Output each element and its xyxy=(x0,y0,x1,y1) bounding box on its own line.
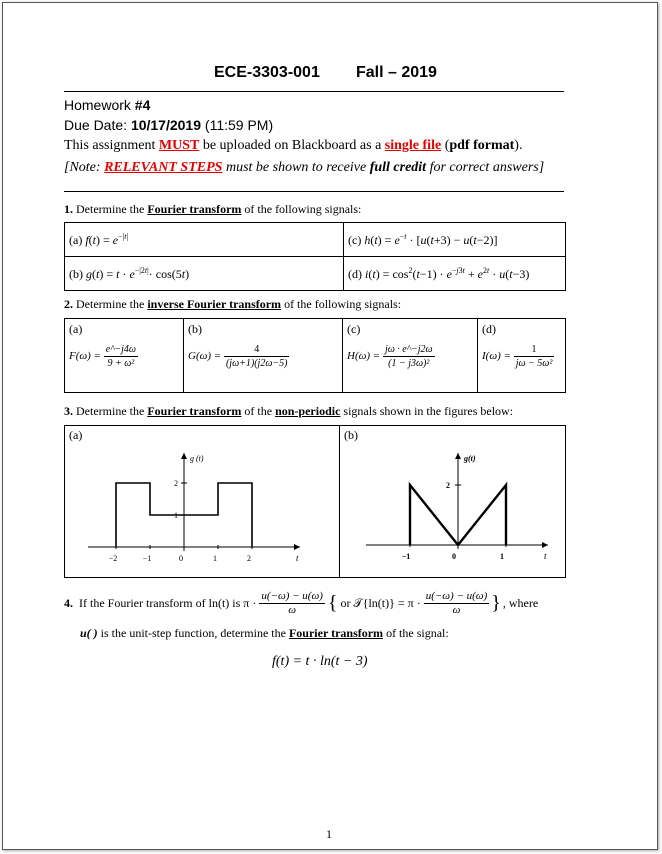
q1-item-a: (a) $f(t) = e^{-|t|}$ xyxy=(65,223,344,257)
homework-title: Homework #4 xyxy=(64,97,151,113)
page-number: 1 xyxy=(326,827,332,841)
q2-item-b: (b) G(ω) = $\frac{4}{(j\omega+1)(j2\omega-5)}$ xyxy=(184,319,343,393)
y-axis-label: g(t) xyxy=(464,454,476,463)
x-tick-label: 0 xyxy=(179,554,183,563)
q1-item-d: (d) $i(t) = \cos^2(t-1) \cdot e^{-j3t} + e^{2t} \cdot u(t-3)$ xyxy=(344,257,566,291)
q3-fig-a-cell: (a) xyxy=(65,426,340,578)
y-axis-label: g (t) xyxy=(190,454,204,463)
term: Fall – 2019 xyxy=(356,64,437,81)
q2-item-c: (c) H(ω) = $\frac{j\omega \cdot e\^{}-j2\omega}{\text{(1 − j3ω)²}}$ xyxy=(343,319,478,393)
x-tick-label: −1 xyxy=(401,552,411,561)
y-tick-label: 2 xyxy=(446,481,450,490)
steps-note: [Note: RELEVANT STEPS must be shown to receive full credit for correct answers] xyxy=(64,160,545,175)
q2-item-d: (d) I(ω) = $\frac{1}{\text{jω − 5ω²}}$ xyxy=(478,319,566,393)
q1-item-c: (c) $h(t) = e^{-t} \cdot [u(t+3) - u(t-2)]$ xyxy=(344,223,566,257)
q2-table xyxy=(64,318,566,393)
x-axis-arrow xyxy=(294,544,300,550)
q4-line2: u( ) is the unit-step function, determine the Fourier transform of the signal: xyxy=(80,626,449,640)
q2-prompt: 2. Determine the inverse Fourier transform of the following signals: xyxy=(64,297,402,311)
y-axis-arrow xyxy=(455,453,461,459)
course-code: ECE-3303-001 xyxy=(214,64,320,81)
x-tick-label: 1 xyxy=(500,552,504,561)
q4-signal: f(t) = t · ln(t − 3) xyxy=(272,654,368,669)
x-tick-label: −1 xyxy=(142,554,152,563)
x-tick-label: 0 xyxy=(452,552,456,561)
q1-prompt: 1. Determine the Fourier transform of the following signals: xyxy=(64,202,362,216)
figure-a xyxy=(66,445,328,575)
q1-table xyxy=(64,222,566,291)
x-tick-label: −2 xyxy=(108,554,118,563)
y-tick-label: 2 xyxy=(174,479,178,488)
x-tick-label: 2 xyxy=(247,554,251,563)
x-axis-label: t xyxy=(544,551,547,561)
q3-prompt: 3. Determine the Fourier transform of the non-periodic signals shown in the figures below: xyxy=(64,404,514,418)
y-tick-label: 1 xyxy=(174,511,178,520)
due-date: Due Date: 10/17/2019 (11:59 PM) xyxy=(64,117,274,133)
upload-notice: This assignment MUST be uploaded on Blackboard as a single file (pdf format). xyxy=(64,138,523,153)
header-rule xyxy=(64,91,564,92)
x-axis-arrow xyxy=(542,542,548,548)
x-axis-label: t xyxy=(296,553,299,563)
y-axis-arrow xyxy=(181,453,187,459)
figure-b xyxy=(334,445,562,575)
q4-line1: 4. If the Fourier transform of ln(t) is π · $\frac{u(-\omega) - u(\omega)}{\omega}$ { or 𝒯{ln(t)} = π · $\frac{u(-\omega) - u(\omega)}{\omega}$ } , where xyxy=(64,590,539,616)
section-rule xyxy=(64,191,564,192)
x-tick-label: 1 xyxy=(213,554,217,563)
q2-item-a: (a) F(ω) = $\frac{e\^{}-j4\omega}{\text{9 + ω²}}$ xyxy=(65,319,184,393)
q1-item-b: (b) $g(t) = t \cdot e^{-|2t|}\cdot \cos(5t)$ xyxy=(65,257,344,291)
q3-fig-b-cell: (b) xyxy=(340,426,566,578)
